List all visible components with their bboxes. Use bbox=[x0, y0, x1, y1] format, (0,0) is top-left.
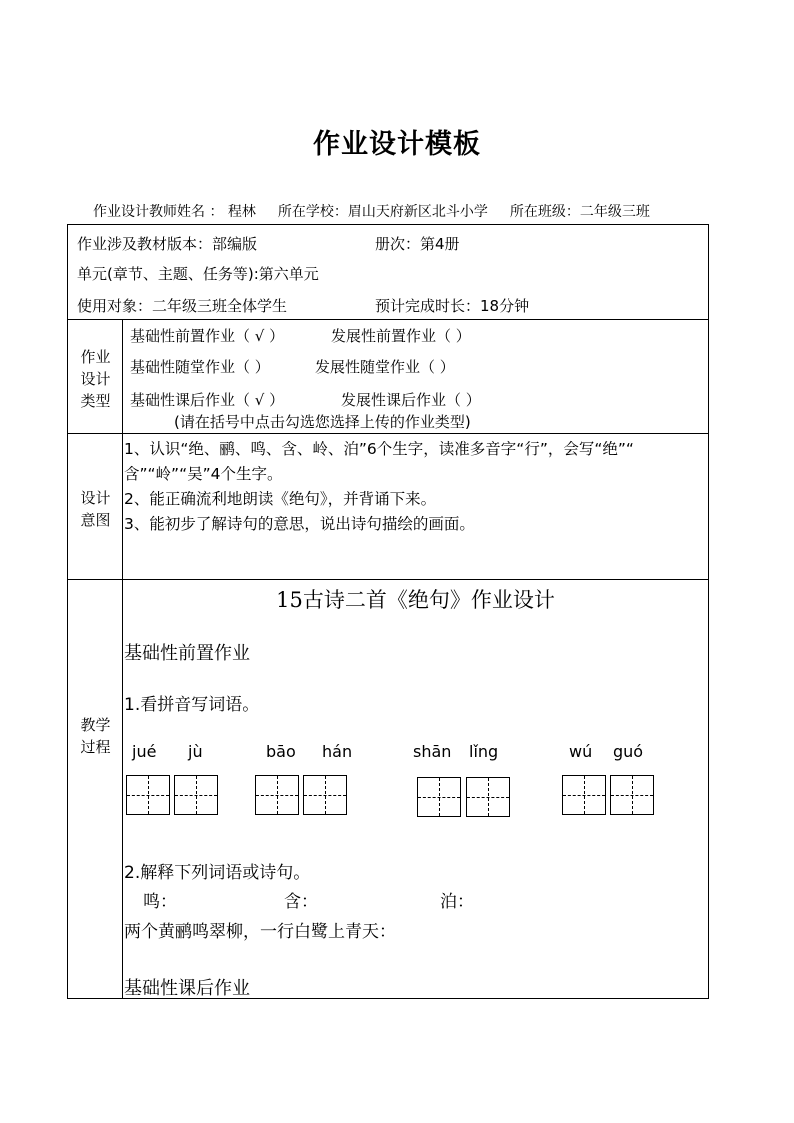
teacher-name: 作业设计教师姓名 ： 程林 bbox=[93, 204, 256, 220]
writing-grid-box[interactable] bbox=[417, 777, 461, 817]
label-line: 设计 bbox=[80, 489, 111, 507]
volume: 册次：第4册 bbox=[375, 235, 460, 253]
dev-after-homework: 发展性课后作业（ ） bbox=[341, 391, 481, 409]
intent-line-4: 3、能初步了解诗句的意思，说出诗句描绘的画面。 bbox=[124, 515, 475, 533]
label-line: 过程 bbox=[80, 738, 111, 756]
writing-grid-box[interactable] bbox=[126, 775, 170, 815]
basic-class-homework: 基础性随堂作业（ ） bbox=[130, 358, 270, 376]
school-name: 所在学校：眉山天府新区北斗小学 bbox=[277, 204, 488, 220]
pinyin: shān bbox=[413, 742, 452, 761]
question-2: 2.解释下列词语或诗句。 bbox=[124, 863, 311, 883]
writing-grid-box[interactable] bbox=[562, 775, 606, 815]
label-line: 设计 bbox=[80, 370, 111, 388]
writing-grid-box[interactable] bbox=[255, 775, 299, 815]
dev-class-homework: 发展性随堂作业（ ） bbox=[315, 358, 455, 376]
pinyin: lǐng bbox=[469, 742, 499, 761]
target-students: 使用对象：二年级三班全体学生 bbox=[77, 297, 288, 315]
teacher-info-line bbox=[93, 201, 672, 221]
label-line: 意图 bbox=[80, 511, 111, 529]
intent-line-2: 含”“岭”“吴”4个生字。 bbox=[124, 465, 283, 483]
type-note: (请在括号中点击勾选您选择上传的作业类型) bbox=[174, 413, 471, 431]
textbook-version: 作业涉及教材版本：部编版 bbox=[77, 235, 258, 253]
writing-grid-box[interactable] bbox=[466, 777, 510, 817]
label-line: 作业 bbox=[80, 348, 111, 366]
word-ming: 鸣： bbox=[143, 892, 177, 912]
process-label bbox=[68, 714, 123, 758]
intent-line-3: 2、能正确流利地朗读《绝句》，并背诵下来。 bbox=[124, 490, 437, 508]
intent-label bbox=[68, 487, 123, 531]
section-heading: 15古诗二首《绝句》作业设计 bbox=[276, 588, 555, 612]
pinyin: jué bbox=[132, 742, 157, 761]
question-1: 1.看拼音写词语。 bbox=[124, 695, 260, 715]
basic-after-homework: 基础性课后作业（ √ ） bbox=[130, 391, 285, 409]
unit: 单元(章节、主题、任务等):第六单元 bbox=[77, 265, 319, 283]
intent-line-1: 1、认识“绝、鹂、鸣、含、岭、泊”6个生字，读准多音字“行”，会写“绝”“ bbox=[124, 440, 634, 458]
pinyin: bāo bbox=[266, 742, 296, 761]
type-label bbox=[68, 346, 123, 412]
page-title: 作业设计模板 bbox=[313, 129, 481, 160]
pinyin: guó bbox=[613, 742, 644, 761]
writing-grid-box[interactable] bbox=[174, 775, 218, 815]
estimated-duration: 预计完成时长：18分钟 bbox=[375, 297, 530, 315]
pinyin: wú bbox=[569, 742, 593, 761]
pinyin: jù bbox=[188, 742, 203, 761]
label-line: 教学 bbox=[80, 716, 111, 734]
dev-pre-homework: 发展性前置作业（ ） bbox=[331, 327, 471, 345]
poem-line: 两个黄鹂鸣翠柳，一行白鹭上青天： bbox=[124, 922, 396, 942]
word-bo: 泊： bbox=[440, 892, 474, 912]
pinyin: hán bbox=[322, 742, 353, 761]
writing-grid-box[interactable] bbox=[303, 775, 347, 815]
subheading-after: 基础性课后作业 bbox=[124, 978, 250, 999]
label-line: 类型 bbox=[80, 392, 111, 410]
class-name: 所在班级：二年级三班 bbox=[509, 204, 650, 220]
basic-pre-homework: 基础性前置作业（ √ ） bbox=[130, 327, 285, 345]
word-han: 含： bbox=[284, 892, 318, 912]
writing-grid-box[interactable] bbox=[610, 775, 654, 815]
subheading-pre: 基础性前置作业 bbox=[124, 643, 250, 664]
